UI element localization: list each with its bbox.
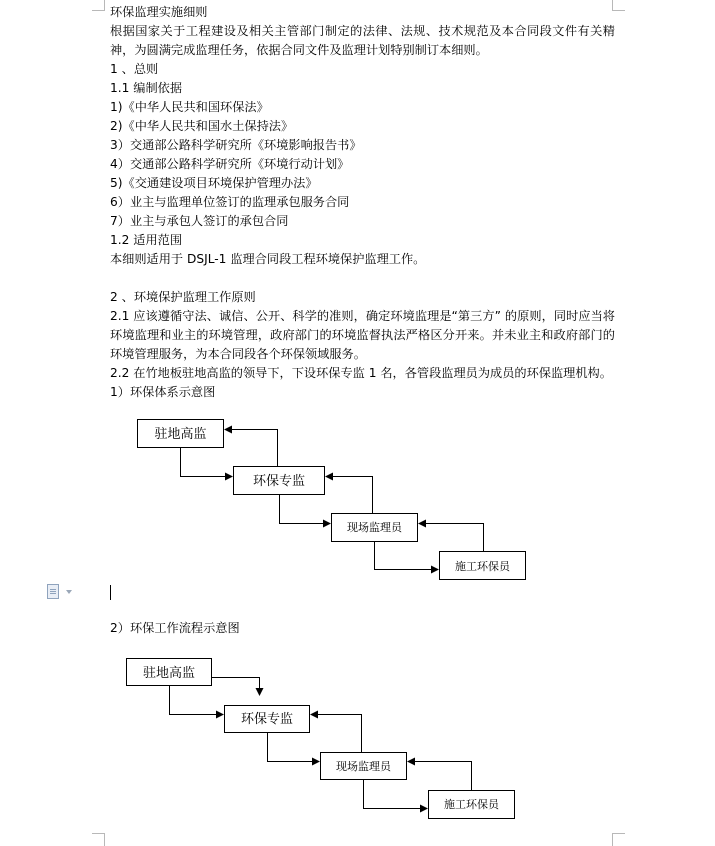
svg-text:现场监理员: 现场监理员 — [347, 521, 402, 534]
diagram1-box-resident-chief[interactable] — [138, 420, 224, 448]
basis-item: 2)《中华人民共和国水土保持法》 — [110, 119, 294, 133]
diagram2-box-site-supervisor[interactable] — [321, 753, 407, 780]
diagram1-box-site-supervisor[interactable] — [332, 514, 418, 542]
doc-title: 环保监理实施细则 — [110, 5, 208, 19]
section-1-heading: 1 、总则 — [110, 62, 159, 76]
svg-text:施工环保员: 施工环保员 — [444, 798, 499, 811]
basis-item: 3）交通部公路科学研究所《环境影响报告书》 — [110, 138, 362, 152]
org-diagram — [138, 420, 526, 580]
wf-arrow-feedback-1 — [212, 678, 260, 696]
document-body[interactable] — [110, 3, 615, 402]
intro-paragraph: 根据国家关于工程建设及相关主管部门制定的法律、法规、技术规范及本合同段文件有关精神，为圆满完成监理任务，依据合同文件及监理计划特别制订本细则。 — [110, 24, 615, 57]
wf-arrow-down-2 — [268, 733, 320, 762]
svg-text:环保专监: 环保专监 — [252, 474, 306, 489]
arrow-down-3 — [375, 542, 439, 570]
svg-text:现场监理员: 现场监理员 — [336, 760, 391, 773]
diagram2-box-env-supervisor[interactable] — [225, 706, 310, 733]
text-cursor — [110, 585, 111, 600]
blank-line — [110, 269, 615, 288]
arrow-up-2 — [326, 477, 373, 514]
diagram2-box-resident-chief[interactable] — [127, 659, 212, 686]
arrow-up-1 — [225, 430, 278, 467]
scope-paragraph: 本细则适用于 DSJL-1 监理合同段工程环境保护监理工作。 — [110, 252, 426, 266]
wf-arrow-down-1 — [170, 686, 224, 715]
figure-2-caption: 2）环保工作流程示意图 — [110, 621, 240, 635]
section-1-1-heading: 1.1 编制依据 — [110, 81, 183, 95]
document-body-lower[interactable] — [110, 619, 615, 638]
basis-item: 5)《交通建设项目环境保护管理办法》 — [110, 176, 318, 190]
workflow-diagram — [127, 659, 515, 819]
basis-item: 6）业主与监理单位签订的监理承包服务合同 — [110, 195, 350, 209]
basis-item: 4）交通部公路科学研究所《环境行动计划》 — [110, 157, 350, 171]
paragraph-2-1: 2.1 应该遵循守法、诚信、公开、科学的准则，确定环境监理是“第三方” 的原则，同时应当将环境监理和业主的环境管理，政府部门的环境监督执法严格区分开来。并未业主和政府部门的环境管理服务，为本合同段各个环保领域服务。 — [110, 309, 615, 361]
figure-1-caption: 1）环保体系示意图 — [110, 385, 216, 399]
margin-mark-top-left — [92, 0, 105, 11]
section-2-heading: 2 、环境保护监理工作原则 — [110, 290, 256, 304]
margin-mark-bottom-left — [92, 833, 105, 846]
arrow-down-1 — [181, 448, 233, 477]
svg-text:驻地高监: 驻地高监 — [142, 666, 196, 681]
section-1-2-heading: 1.2 适用范围 — [110, 233, 183, 247]
document-icon[interactable] — [47, 584, 59, 598]
diagram1-box-construction-env[interactable] — [440, 552, 526, 580]
chevron-down-icon[interactable] — [66, 590, 72, 594]
wf-arrow-up-2 — [311, 715, 362, 753]
svg-text:环保专监: 环保专监 — [240, 712, 294, 727]
paragraph-2-2: 2.2 在竹地板驻地高监的领导下，下设环保专监 1 名，各管段监理员为成员的环保监理机构。 — [110, 366, 612, 380]
arrow-down-2 — [280, 495, 331, 524]
basis-item: 7）业主与承包人签订的承包合同 — [110, 214, 289, 228]
svg-text:施工环保员: 施工环保员 — [455, 560, 510, 573]
margin-mark-bottom-right — [612, 833, 625, 846]
wf-arrow-down-3 — [364, 780, 428, 809]
wf-arrow-up-3 — [408, 762, 472, 791]
basis-item: 1)《中华人民共和国环保法》 — [110, 100, 269, 114]
diagram2-box-construction-env[interactable] — [429, 791, 515, 819]
diagram1-box-env-supervisor[interactable] — [234, 467, 325, 495]
arrow-up-3 — [419, 524, 484, 552]
svg-text:驻地高监: 驻地高监 — [154, 427, 207, 442]
